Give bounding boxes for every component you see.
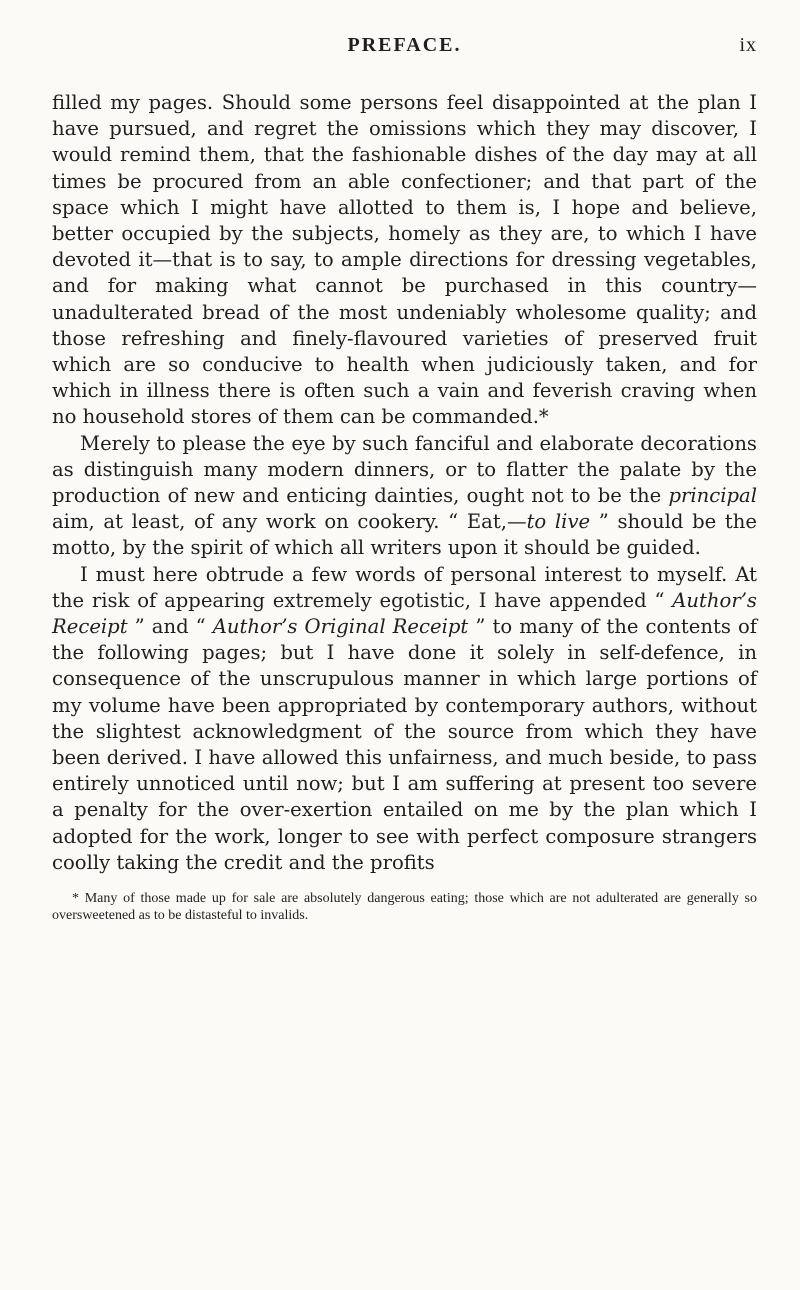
text-run: filled my pages. Should some persons feel disappointed at the plan I have pursued, and regret the omissions which they may discover, I would remind them, that the fashionable dishes of the day may at all times be procured from an able confectioner; and that part of the space which I might have allotted to them is, I hope and believe, better occupied by the subjects, homely as they are, to which I have devoted it—that is to say, to ample directions for dressing vegetables, and for making what cannot be purchased in this country—unadulterated bread of the most undeniably wholesome quality; and those refreshing and finely-flavoured varieties of preserved fruit which are so conducive to health when judiciously taken, and for which in illness there is often such a vain and feverish craving when no household stores of them can be commanded.* xyxy=(52,91,757,429)
text-run: I must here obtrude a few words of personal interest to myself. At the risk of appearing extremely egotistic, I have appended “ xyxy=(52,562,757,612)
paragraph-3 xyxy=(52,562,757,876)
italic-run: Author’s Receipt xyxy=(52,588,757,639)
footnote: * Many of those made up for sale are absolutely dangerous eating; those which are not adulterated are generally so oversweetened as to be distasteful to invalids. xyxy=(52,891,757,924)
text-run: ” should be the motto, by the spirit of which all writers upon it should be guided. xyxy=(52,510,757,560)
text-run: aim, at least, of any work on cookery. “ Eat,— xyxy=(52,510,527,534)
body-text xyxy=(52,90,757,876)
running-head xyxy=(52,34,757,70)
page-number: ix xyxy=(739,34,757,56)
text-run: Merely to please the eye by such fanciful and elaborate decorations as distinguish many modern dinners, or to flatter the palate by the production of new and enticing dainties, ought not to be the xyxy=(52,431,757,508)
running-title: PREFACE. xyxy=(347,34,462,56)
text-run: ” and “ xyxy=(127,615,213,639)
italic-run: principal xyxy=(668,484,757,508)
book-page xyxy=(52,34,757,924)
paragraph-1 xyxy=(52,90,757,431)
italic-run: to live xyxy=(526,510,591,534)
paragraph-2 xyxy=(52,431,757,562)
text-run: ” to many of the contents of the following pages; but I have done it solely in self-defence, in consequence of the unscrupulous manner in which large portions of my volume have been appropriated by contemporary authors, without the slightest acknowledgment of the source from which they have been derived. I have allowed this unfairness, and much beside, to pass entirely unnoticed until now; but I am suffering at present too severe a penalty for the over-exertion entailed on me by the plan which I adopted for the work, longer to see with perfect composure strangers coolly taking the credit and the profits xyxy=(52,615,758,874)
italic-run: Author’s Original Receipt xyxy=(212,615,469,639)
